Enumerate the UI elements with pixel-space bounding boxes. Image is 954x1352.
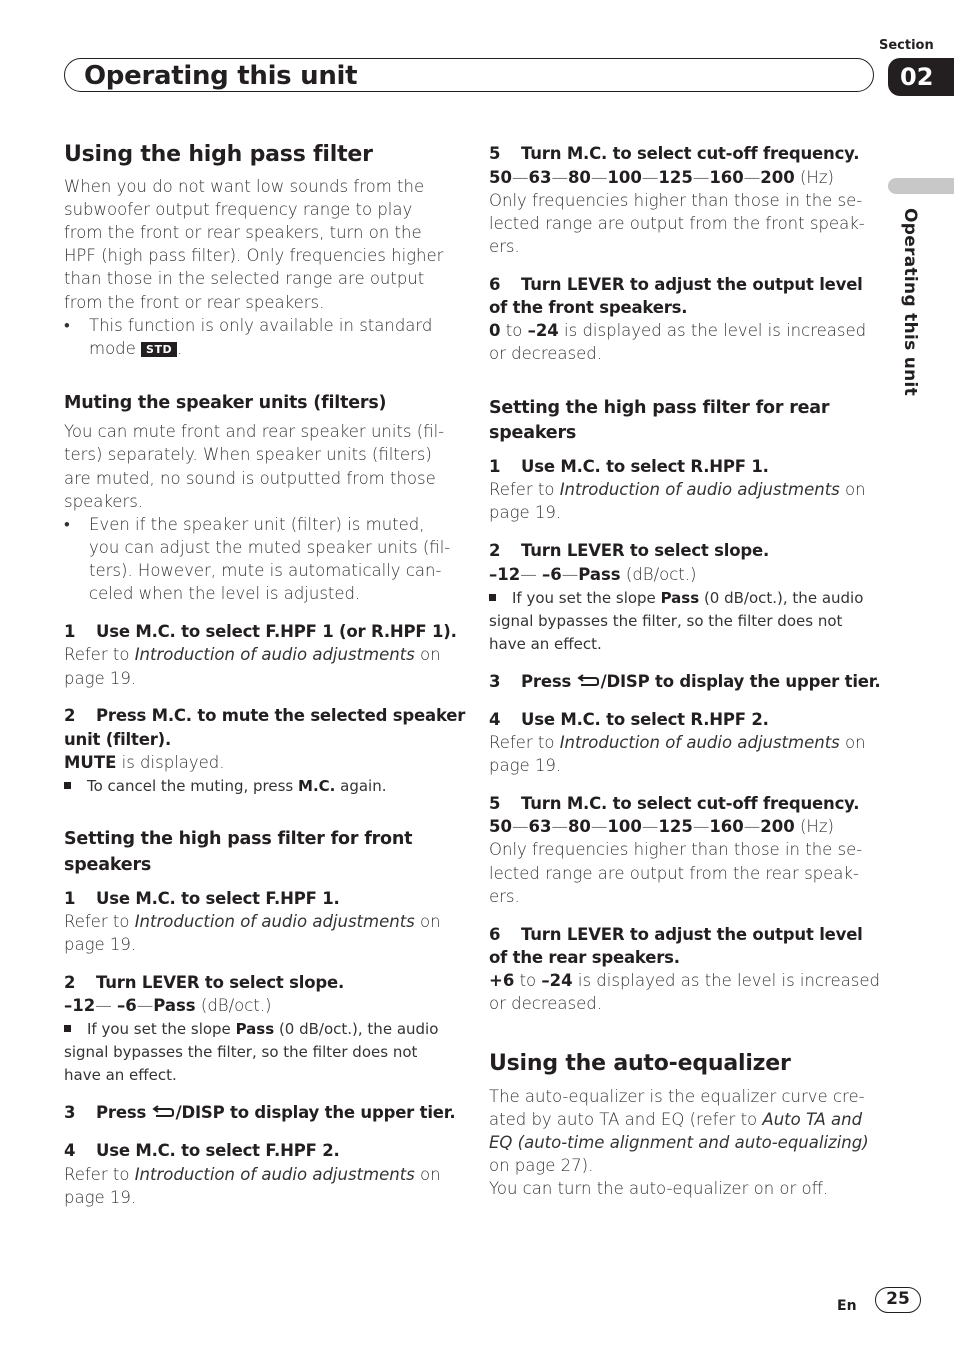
paragraph-line: on page 27). bbox=[489, 1156, 594, 1175]
reference-line: Refer to Introduction of audio adjustments on bbox=[64, 645, 441, 664]
paragraph-line: ers. bbox=[489, 887, 520, 906]
rear-step-4: 4 Use M.C. to select R.HPF 2. bbox=[489, 710, 769, 729]
heading-front: Setting the high pass filter for front bbox=[64, 829, 413, 849]
bullet-text: This function is only available in standard bbox=[89, 316, 433, 335]
paragraph-line: are muted, no sound is outputted from those bbox=[64, 469, 436, 488]
note-pass-cont: signal bypasses the filter, so the filter does not bbox=[64, 1043, 418, 1061]
note-cancel: To cancel the muting, press M.C. again. bbox=[64, 777, 387, 795]
step-2: 2 Press M.C. to mute the selected speaker bbox=[64, 706, 466, 725]
page-number: 25 bbox=[875, 1287, 921, 1313]
front-step-5: 5 Turn M.C. to select cut-off frequency. bbox=[489, 144, 860, 163]
heading-muting: Muting the speaker units (filters) bbox=[64, 393, 387, 413]
side-tab-label: Operating this unit bbox=[900, 208, 920, 397]
note-pass: If you set the slope Pass (0 dB/oct.), the audio bbox=[64, 1020, 438, 1038]
front-step-3: 3 Press /DISP to display the upper tier. bbox=[64, 1103, 456, 1122]
mute-line: MUTE is displayed. bbox=[64, 753, 225, 772]
rear-step-2: 2 Turn LEVER to select slope. bbox=[489, 541, 770, 560]
std-mode-badge: STD bbox=[141, 342, 177, 357]
paragraph-line: lected range are output from the front speak- bbox=[489, 214, 865, 233]
reference-page: page 19. bbox=[489, 503, 562, 522]
paragraph-line: The auto-equalizer is the equalizer curve cre- bbox=[489, 1087, 865, 1106]
slope-options: –12— –6—Pass (dB/oct.) bbox=[489, 565, 697, 584]
reference-page: page 19. bbox=[64, 935, 137, 954]
paragraph-line: Only frequencies higher than those in the se- bbox=[489, 191, 863, 210]
return-arrow-icon bbox=[577, 672, 601, 688]
level-range-cont: or decreased. bbox=[489, 344, 602, 363]
rear-step-6-cont: of the rear speakers. bbox=[489, 948, 680, 967]
heading-rear-cont: speakers bbox=[489, 423, 577, 443]
note-pass-cont: have an effect. bbox=[489, 635, 602, 653]
paragraph-line: from the front or rear speakers, turn on the bbox=[64, 223, 422, 242]
paragraph-line: subwoofer output frequency range to play bbox=[64, 200, 413, 219]
reference-page: page 19. bbox=[489, 756, 562, 775]
rear-step-3: 3 Press /DISP to display the upper tier. bbox=[489, 672, 881, 691]
level-range: 0 to –24 is displayed as the level is increased bbox=[489, 321, 867, 340]
reference-line: Refer to Introduction of audio adjustments on bbox=[64, 912, 441, 931]
frequency-options: 50—63—80—100—125—160—200 (Hz) bbox=[489, 168, 834, 187]
front-step-4: 4 Use M.C. to select F.HPF 2. bbox=[64, 1141, 340, 1160]
reference-page: page 19. bbox=[64, 669, 137, 688]
rear-step-6: 6 Turn LEVER to adjust the output level bbox=[489, 925, 863, 944]
paragraph-line: You can mute front and rear speaker units (fil- bbox=[64, 422, 445, 441]
paragraph-line: When you do not want low sounds from the bbox=[64, 177, 425, 196]
section-number: 02 bbox=[888, 58, 954, 96]
paragraph-line: EQ (auto-time alignment and auto-equalizing) bbox=[489, 1133, 869, 1152]
slope-options: –12— –6—Pass (dB/oct.) bbox=[64, 996, 272, 1015]
bullet-item: mode STD . bbox=[89, 339, 183, 358]
paragraph-line: Only frequencies higher than those in the se- bbox=[489, 840, 863, 859]
return-arrow-icon bbox=[152, 1103, 176, 1119]
note-pass-cont: have an effect. bbox=[64, 1066, 177, 1084]
paragraph-line: You can turn the auto-equalizer on or off. bbox=[489, 1179, 829, 1198]
note-pass-cont: signal bypasses the filter, so the filter does not bbox=[489, 612, 843, 630]
step-2-cont: unit (filter). bbox=[64, 730, 172, 749]
paragraph-line: ters) separately. When speaker units (filters) bbox=[64, 445, 432, 464]
paragraph-line: lected range are output from the rear speak- bbox=[489, 864, 859, 883]
side-tab-marker bbox=[888, 178, 954, 194]
paragraph-line: from the front or rear speakers. bbox=[64, 293, 325, 312]
front-step-1: 1 Use M.C. to select F.HPF 1. bbox=[64, 889, 340, 908]
bullet-item: • This function is only available in standard bbox=[64, 316, 433, 335]
page-title: Operating this unit bbox=[84, 61, 358, 91]
front-step-6: 6 Turn LEVER to adjust the output level bbox=[489, 275, 863, 294]
reference-line: Refer to Introduction of audio adjustments on bbox=[64, 1165, 441, 1184]
level-range: +6 to –24 is displayed as the level is increased bbox=[489, 971, 880, 990]
heading-front-cont: speakers bbox=[64, 855, 152, 875]
heading-rear: Setting the high pass filter for rear bbox=[489, 398, 830, 418]
language-label: En bbox=[837, 1298, 857, 1314]
reference-line: Refer to Introduction of audio adjustments on bbox=[489, 480, 866, 499]
rear-step-5: 5 Turn M.C. to select cut-off frequency. bbox=[489, 794, 860, 813]
level-range-cont: or decreased. bbox=[489, 994, 602, 1013]
frequency-options: 50—63—80—100—125—160—200 (Hz) bbox=[489, 817, 834, 836]
paragraph-line: ers. bbox=[489, 237, 520, 256]
paragraph-line: than those in the selected range are output bbox=[64, 269, 425, 288]
reference-line: Refer to Introduction of audio adjustments on bbox=[489, 733, 866, 752]
paragraph-line: HPF (high pass filter). Only frequencies higher bbox=[64, 246, 444, 265]
bullet-text: mode bbox=[89, 339, 136, 358]
section-label: Section bbox=[879, 38, 934, 53]
heading-high-pass-filter: Using the high pass filter bbox=[64, 142, 373, 167]
reference-page: page 19. bbox=[64, 1188, 137, 1207]
step-1: 1 Use M.C. to select F.HPF 1 (or R.HPF 1). bbox=[64, 622, 457, 641]
bullet-text: you can adjust the muted speaker units (fil- bbox=[89, 538, 451, 557]
paragraph-line: ated by auto TA and EQ (refer to Auto TA and bbox=[489, 1110, 863, 1129]
heading-auto-equalizer: Using the auto-equalizer bbox=[489, 1051, 791, 1076]
paragraph-line: speakers. bbox=[64, 492, 144, 511]
rear-step-1: 1 Use M.C. to select R.HPF 1. bbox=[489, 457, 769, 476]
front-step-6-cont: of the front speakers. bbox=[489, 298, 688, 317]
bullet-text: ters). However, mute is automatically can- bbox=[89, 561, 442, 580]
bullet-item: • Even if the speaker unit (filter) is muted, bbox=[64, 515, 425, 534]
front-step-2: 2 Turn LEVER to select slope. bbox=[64, 973, 345, 992]
bullet-text: celed when the level is adjusted. bbox=[89, 584, 361, 603]
note-pass: If you set the slope Pass (0 dB/oct.), the audio bbox=[489, 589, 863, 607]
bullet-text: Even if the speaker unit (filter) is muted, bbox=[89, 515, 425, 534]
